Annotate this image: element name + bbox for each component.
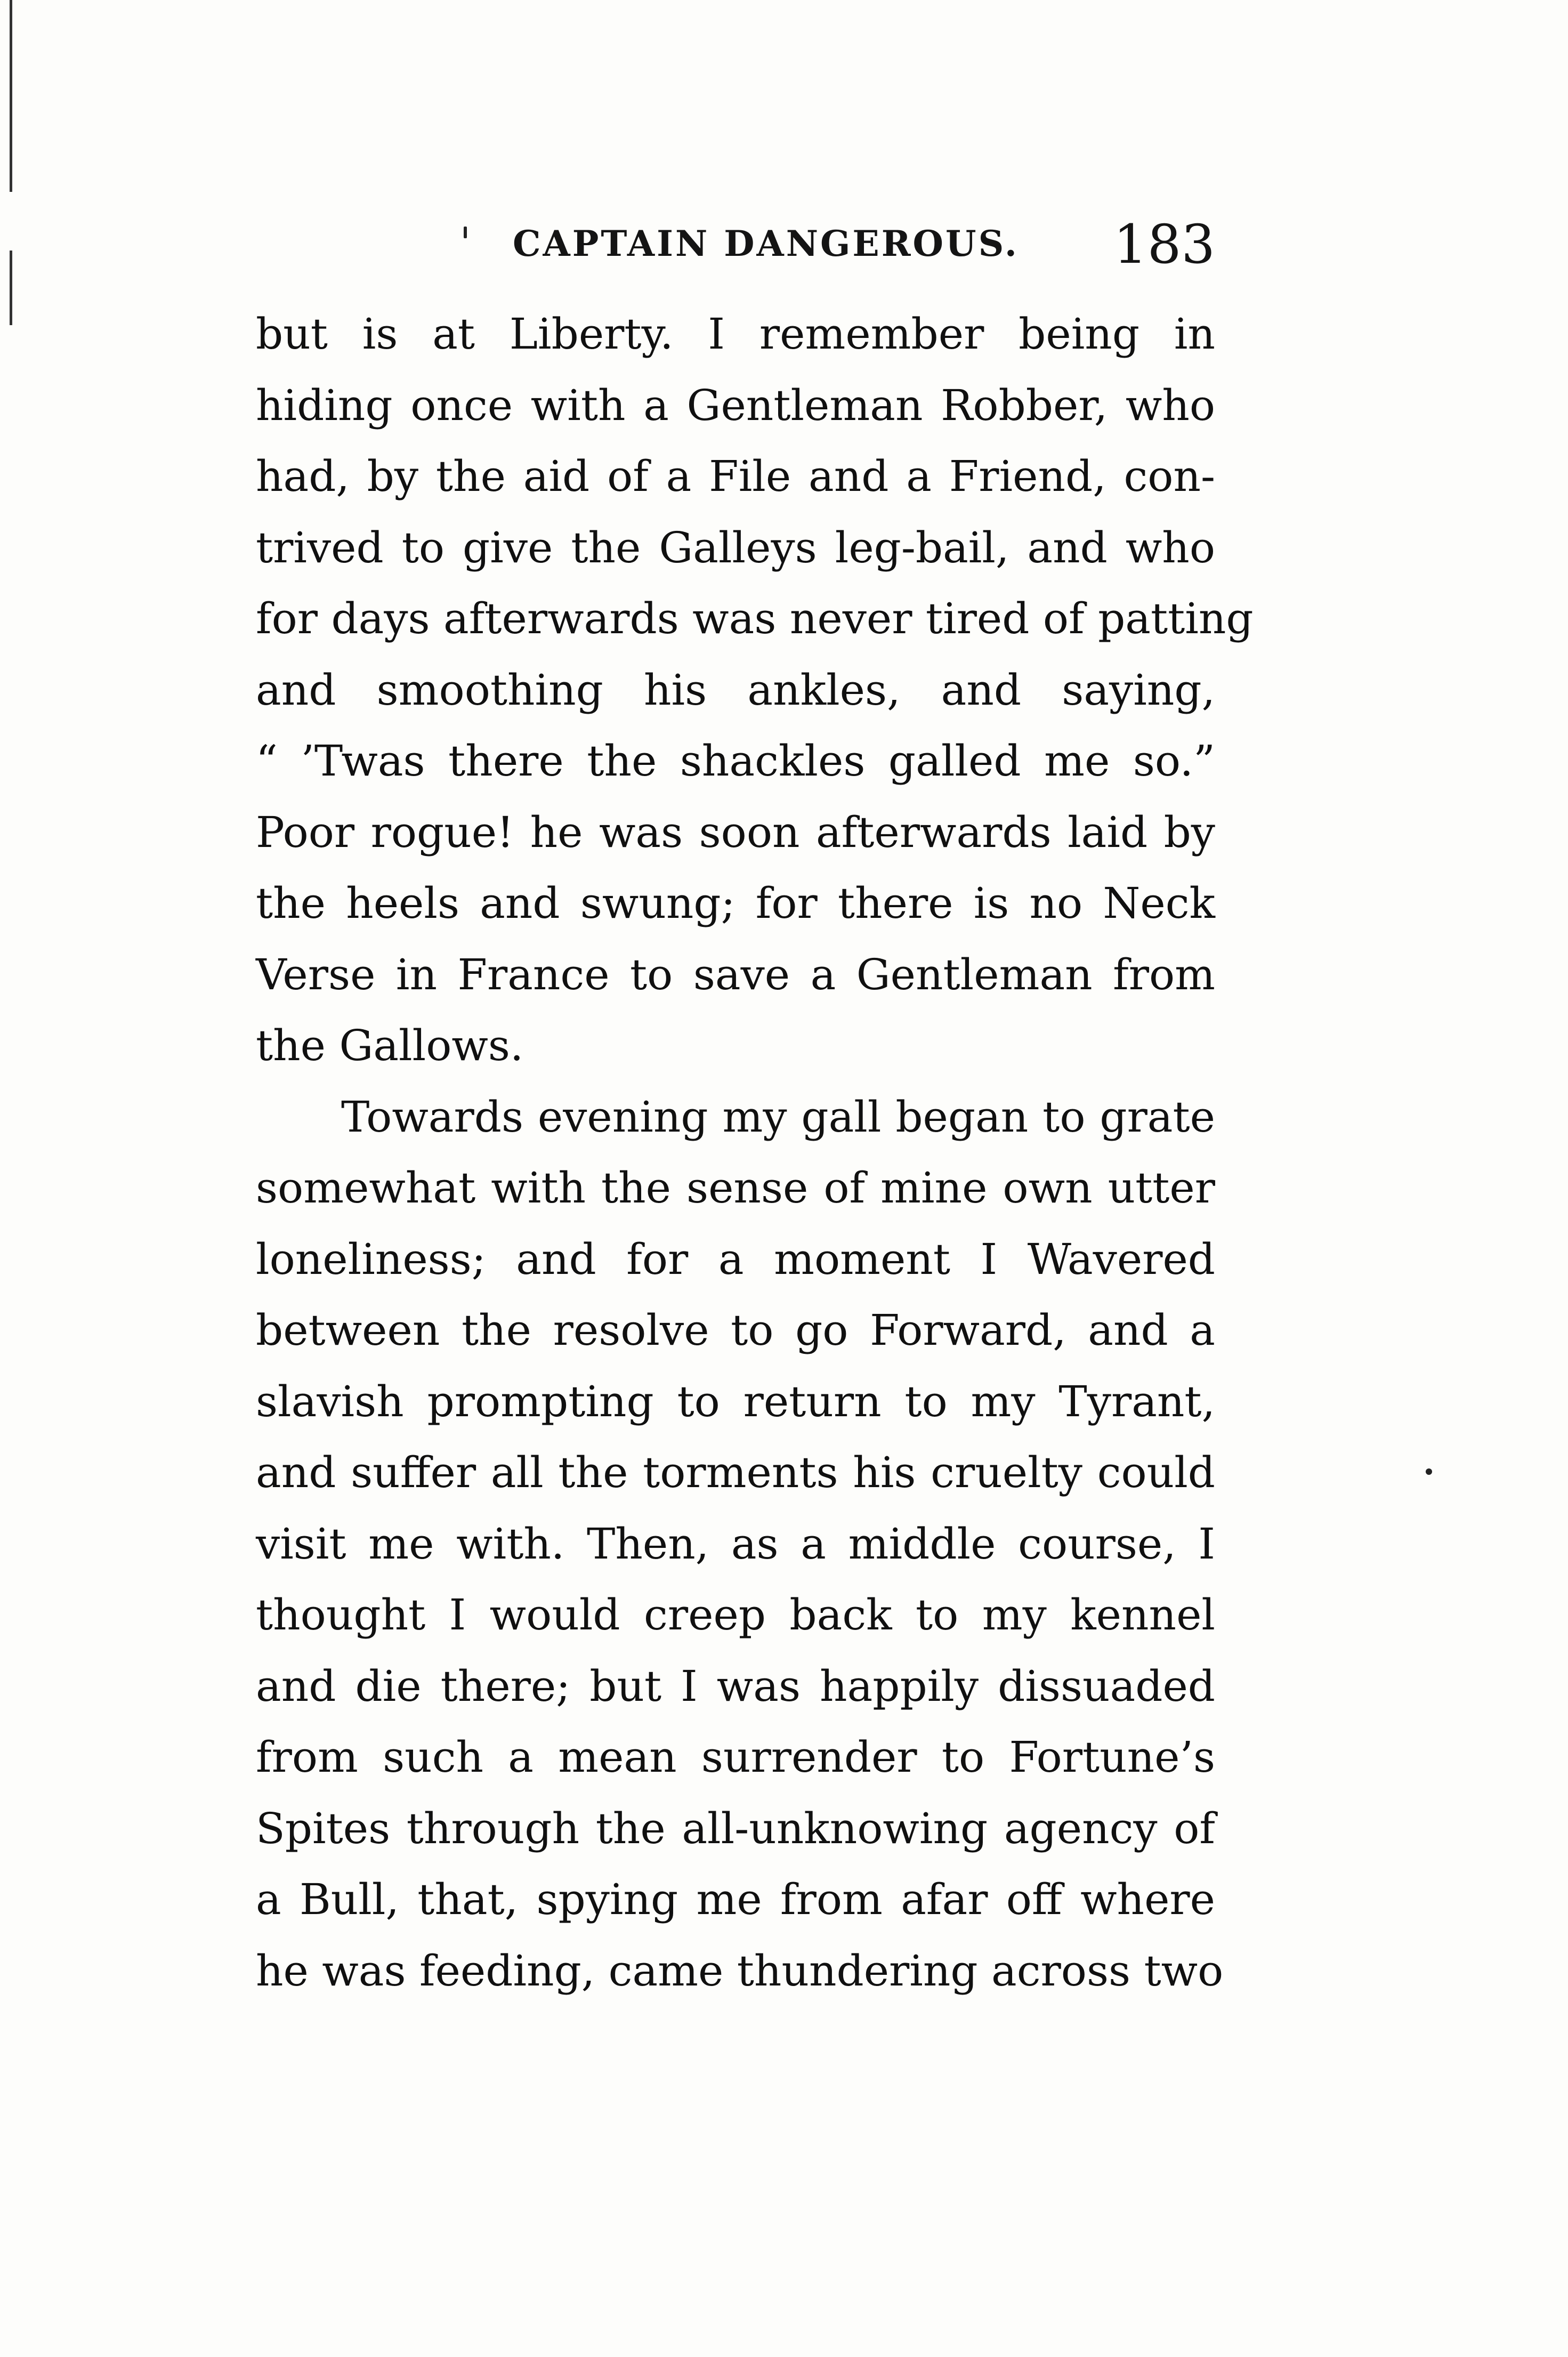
text-line: he was feeding, came thundering across two xyxy=(256,1946,1224,1996)
text-line: slavish prompting to return to my Tyrant, xyxy=(256,1376,1215,1426)
text-line: loneliness; and for a moment I Wavered xyxy=(256,1234,1215,1284)
text-line: thought I would creep back to my kennel xyxy=(256,1590,1215,1640)
running-head xyxy=(256,213,1215,277)
text-line: visit me with. Then, as a middle course, I xyxy=(256,1519,1215,1569)
text-line: and die there; but I was happily dissuaded xyxy=(256,1661,1215,1711)
text-line: Spites through the all-unknowing agency of xyxy=(256,1803,1215,1853)
page-number: 183 xyxy=(1113,213,1215,276)
scan-margin-line xyxy=(10,0,12,192)
text-line: between the resolve to go Forward, and a xyxy=(256,1305,1215,1355)
text-line: Poor rogue! he was soon afterwards laid by xyxy=(256,807,1215,857)
text-line: and smoothing his ankles, and saying, xyxy=(256,665,1215,715)
scan-margin-line-lower xyxy=(10,251,12,325)
text-line: Towards evening my gall began to grate xyxy=(341,1092,1215,1142)
scan-speck xyxy=(1426,1468,1432,1475)
body-text xyxy=(256,298,1254,2006)
text-line: Verse in France to save a Gentleman from xyxy=(256,949,1215,999)
text-line: hiding once with a Gentleman Robber, who xyxy=(256,380,1215,430)
text-line: a Bull, that, spying me from afar off where xyxy=(256,1875,1215,1924)
text-line: somewhat with the sense of mine own utter xyxy=(256,1163,1215,1213)
paragraph xyxy=(256,298,1254,1081)
text-line: had, by the aid of a File and a Friend, con- xyxy=(256,451,1215,501)
paragraph xyxy=(256,1081,1224,2007)
text-line: from such a mean surrender to Fortune’s xyxy=(256,1732,1215,1782)
text-line: the heels and swung; for there is no Neck xyxy=(256,878,1215,928)
text-line: “ ’Twas there the shackles galled me so.” xyxy=(256,736,1215,786)
text-line: the Gallows. xyxy=(256,1021,524,1070)
text-line: but is at Liberty. I remember being in xyxy=(256,309,1215,359)
text-line: trived to give the Galleys leg-bail, and who xyxy=(256,522,1215,572)
text-line: and suffer all the torments his cruelty could xyxy=(256,1448,1215,1497)
text-line: for days afterwards was never tired of patting xyxy=(256,594,1254,643)
running-title: CAPTAIN DANGEROUS. xyxy=(513,223,1019,264)
